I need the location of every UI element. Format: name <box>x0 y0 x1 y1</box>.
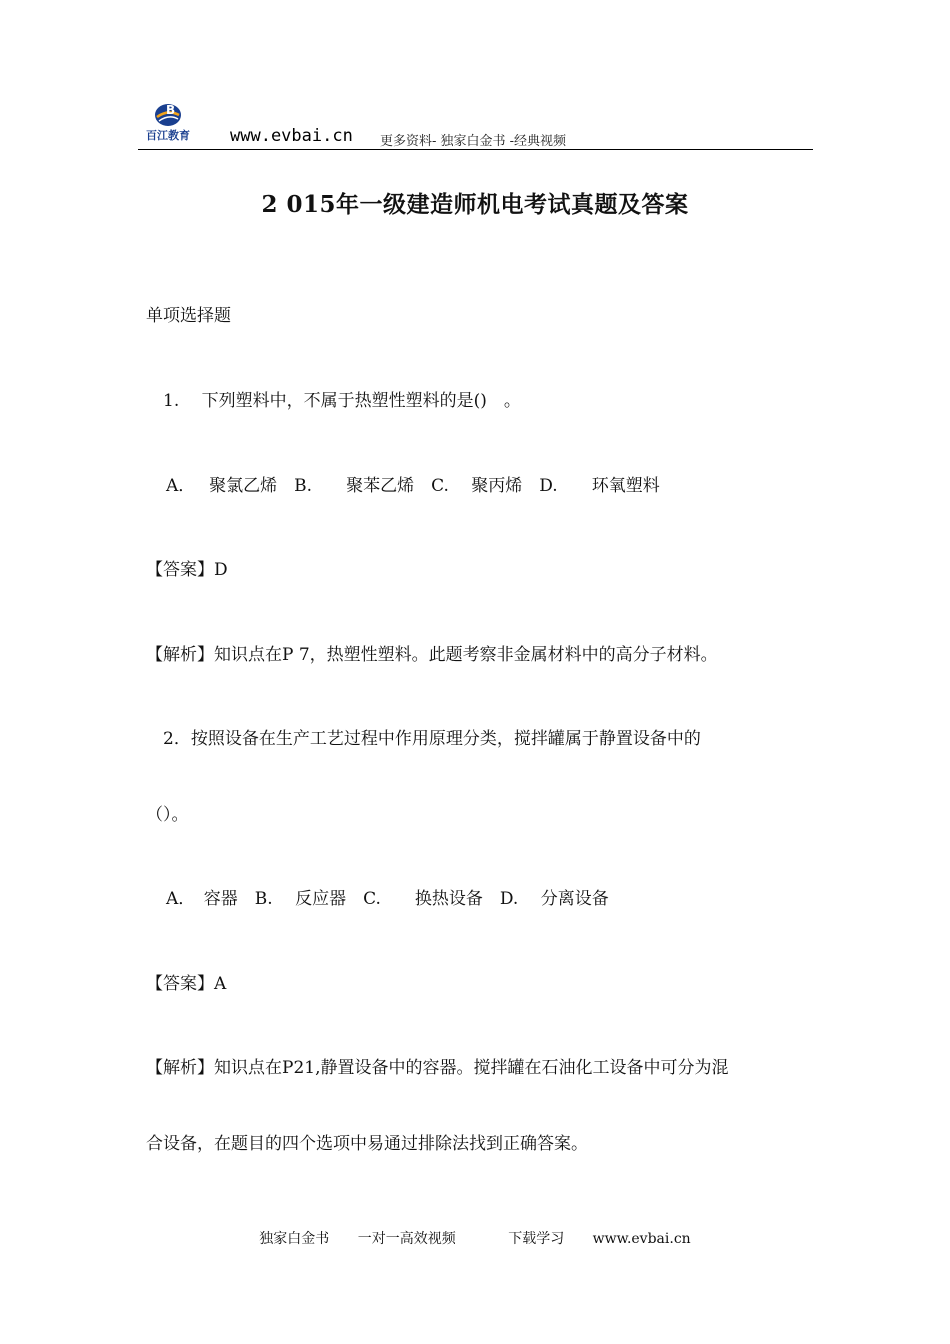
site-tagline: 更多资料- 独家白金书 -经典视频 <box>380 134 567 149</box>
question-2-stem-line-1: 2．按照设备在生产工艺过程中作用原理分类，搅拌罐属于静置设备中的 <box>163 729 701 749</box>
document-title: 2 015年一级建造师机电考试真题及答案 <box>261 191 689 218</box>
question-2-answer: 【答案】A <box>146 974 227 994</box>
question-2-options: A． 容器 B. 反应器 C. 换热设备 D. 分离设备 <box>166 889 609 909</box>
header-divider <box>138 149 813 150</box>
question-1-stem: 1. 下列塑料中，不属于热塑性塑料的是() 。 <box>163 391 521 411</box>
footer-item-video: 一对一高效视频 <box>357 1231 456 1247</box>
footer-site-link[interactable]: www.evbai.cn <box>592 1231 691 1247</box>
question-1-analysis: 【解析】知识点在P 7，热塑性塑料。此题考察非金属材料中的高分子材料。 <box>146 645 718 665</box>
question-2-analysis-line-1: 【解析】知识点在P21,静置设备中的容器。搅拌罐在石油化工设备中可分为混 <box>146 1058 729 1078</box>
question-2-stem-line-2: （）。 <box>146 805 189 825</box>
section-heading: 单项选择题 <box>146 306 231 326</box>
footer-item-platinum-book: 独家白金书 <box>259 1231 330 1247</box>
question-2-analysis-line-2: 合设备，在题目的四个选项中易通过排除法找到正确答案。 <box>146 1134 588 1154</box>
footer-item-download: 下载学习 <box>508 1231 565 1247</box>
site-url-link[interactable]: www.evbai.cn <box>230 126 353 146</box>
question-1-options: A． 聚氯乙烯 B. 聚苯乙烯 C. 聚丙烯 D. 环氧塑料 <box>166 476 660 496</box>
brand-logo-icon <box>152 100 184 128</box>
page-footer <box>0 1228 950 1248</box>
question-1-answer: 【答案】D <box>146 560 228 580</box>
brand-logo-text: 百江教育 <box>146 129 190 142</box>
svg-text:B: B <box>166 103 176 117</box>
brand-logo <box>138 100 198 144</box>
